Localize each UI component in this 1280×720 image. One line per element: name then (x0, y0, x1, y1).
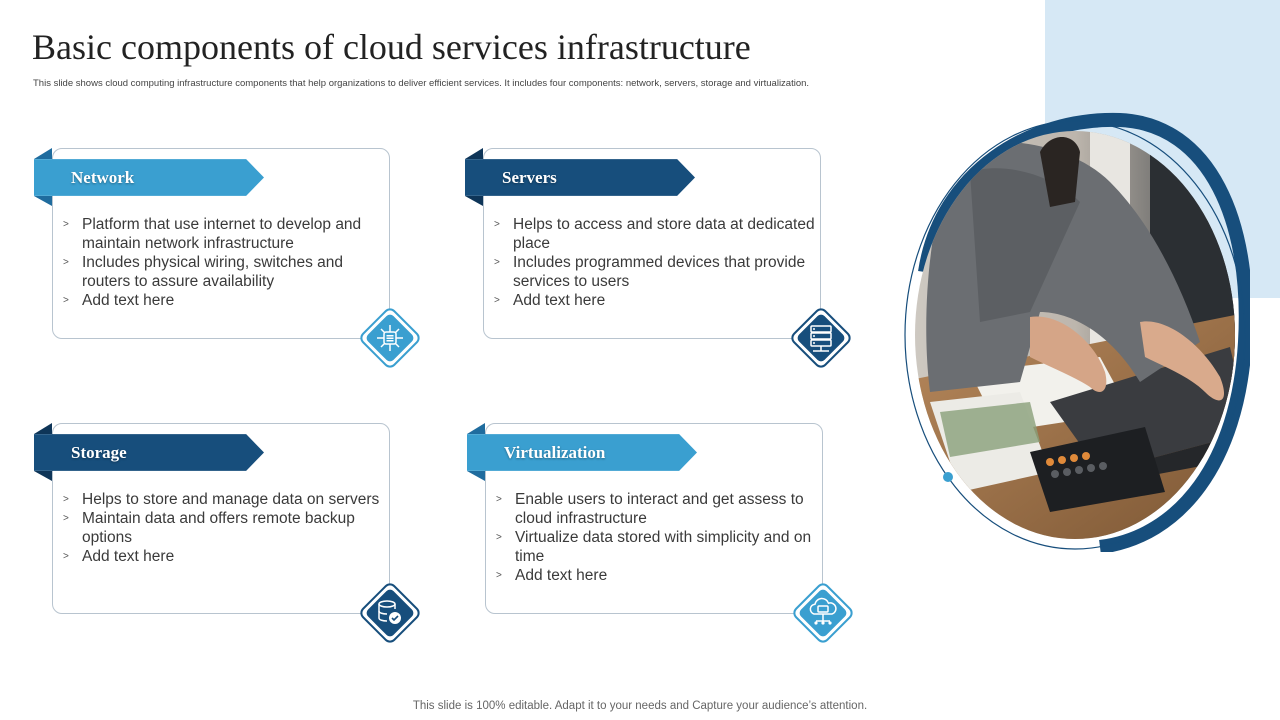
slide-footer: This slide is 100% editable. Adapt it to your needs and Capture your audience’s attention. (412, 700, 868, 712)
office-photo (900, 112, 1250, 552)
chevron-right-icon: > (63, 219, 69, 230)
list-item: > Add text here (63, 548, 175, 565)
slide-subtitle: This slide shows cloud computing infrastructure components that help organizations to deliver efficient services. It includes four components: network, servers, storage and virtualization. (33, 78, 810, 89)
servers-header-ribbon (465, 159, 557, 196)
storage-bullet-list (63, 490, 385, 566)
virtualization-header-ribbon (467, 434, 605, 471)
storage-header-ribbon (34, 434, 127, 471)
chevron-right-icon: > (494, 219, 500, 230)
network-ribbon-fold (34, 148, 52, 159)
list-item: > Enable users to interact and get assess to cloud infrastructure (496, 491, 804, 527)
chevron-right-icon: > (496, 494, 502, 505)
virtualization-bullet-list (496, 490, 818, 585)
servers-ribbon-fold (465, 148, 483, 159)
list-item: > Includes programmed devices that provide services to users (494, 254, 806, 290)
chevron-right-icon: > (494, 257, 500, 268)
server-rack-icon (789, 306, 853, 370)
cloud-network-icon (791, 581, 855, 645)
chevron-right-icon: > (63, 295, 69, 306)
servers-bullet-list (494, 215, 816, 310)
list-item: > Maintain data and offers remote backup options (63, 510, 355, 546)
storage-ribbon-fold (34, 423, 52, 434)
servers-label: Servers (502, 168, 557, 187)
network-label: Network (71, 168, 135, 187)
chevron-right-icon: > (63, 551, 69, 562)
slide-title: Basic components of cloud services infrastructure (32, 27, 751, 67)
list-item: > Helps to store and manage data on servers (63, 491, 380, 508)
storage-label: Storage (71, 443, 127, 462)
network-chip-icon (358, 306, 422, 370)
list-item: > Virtualize data stored with simplicity and on time (496, 529, 812, 565)
list-item: > Add text here (496, 567, 608, 584)
chevron-right-icon: > (494, 295, 500, 306)
chevron-right-icon: > (63, 257, 69, 268)
chevron-right-icon: > (63, 513, 69, 524)
virtualization-ribbon-fold (467, 423, 485, 434)
list-item: > Platform that use internet to develop and maintain network infrastructure (63, 216, 362, 252)
list-item: > Add text here (494, 292, 606, 309)
chevron-right-icon: > (63, 494, 69, 505)
database-check-icon (358, 581, 422, 645)
chevron-right-icon: > (496, 570, 502, 581)
network-bullet-list (63, 215, 385, 310)
list-item: > Helps to access and store data at dedicated place (494, 216, 815, 252)
list-item: > Add text here (63, 292, 175, 309)
network-header-ribbon (34, 159, 134, 196)
list-item: > Includes physical wiring, switches and routers to assure availability (63, 254, 344, 290)
chevron-right-icon: > (496, 532, 502, 543)
virtualization-label: Virtualization (504, 443, 606, 462)
